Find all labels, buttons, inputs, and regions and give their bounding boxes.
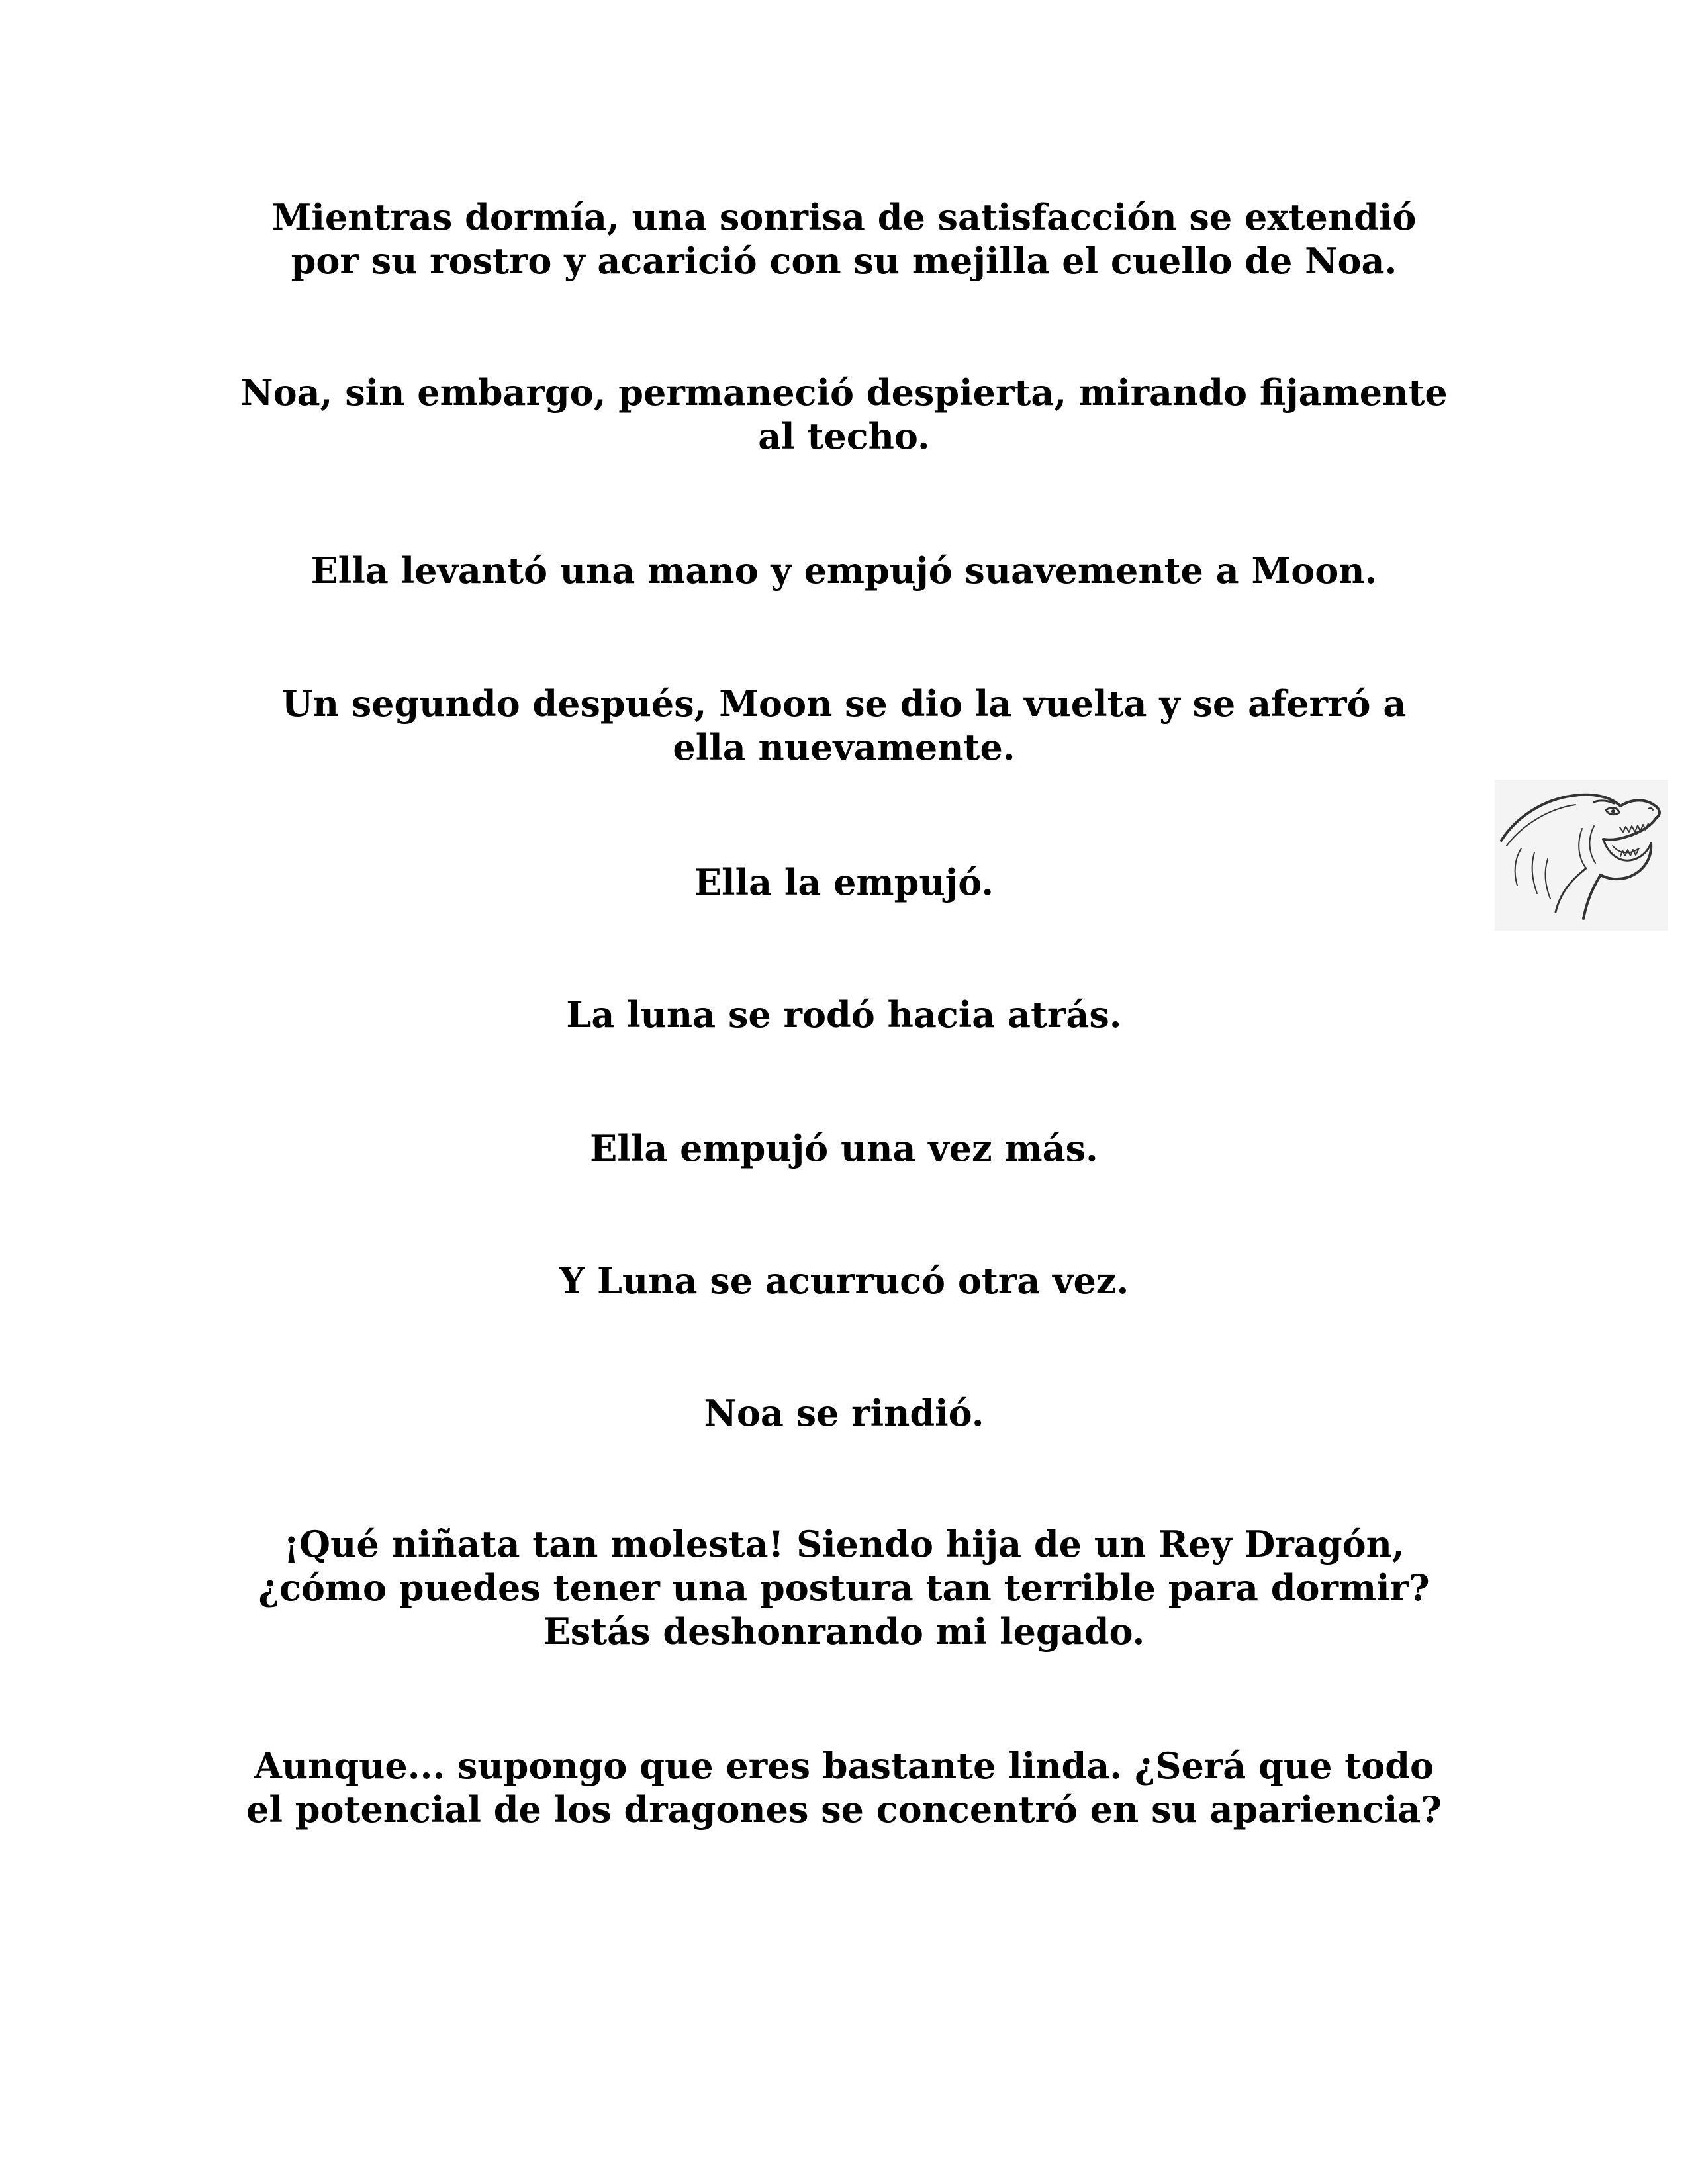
paragraph-2: Noa, sin embargo, permaneció despierta, mirando fijamente al techo. [240, 371, 1448, 457]
dinosaur-head-sketch-icon [1495, 780, 1668, 931]
paragraph-11: Aunque... supongo que eres bastante linda. ¿Será que todo el potencial de los dragones se concentró en su apariencia? [246, 1745, 1442, 1831]
paragraph-9: Noa se rindió. [704, 1392, 984, 1434]
paragraph-10: ¡Qué niñata tan molesta! Siendo hija de un Rey Dragón, ¿cómo puedes tener una postura tan terrible para dormir? Estás deshonrando mi legado. [258, 1523, 1430, 1653]
paragraph-6: La luna se rodó hacia atrás. [566, 993, 1122, 1036]
paragraph-3: Ella levantó una mano y empujó suavemente a Moon. [310, 549, 1378, 592]
paragraph-5: Ella la empujó. [694, 861, 994, 903]
paragraph-1: Mientras dormía, una sonrisa de satisfacción se extendió por su rostro y acarició con su mejilla el cuello de Noa. [271, 196, 1417, 282]
paragraph-7: Ella empujó una vez más. [590, 1127, 1098, 1169]
paragraph-8: Y Luna se acurrucó otra vez. [559, 1259, 1129, 1302]
paragraph-4: Un segundo después, Moon se dio la vuelta y se aferró a ella nuevamente. [281, 682, 1407, 768]
